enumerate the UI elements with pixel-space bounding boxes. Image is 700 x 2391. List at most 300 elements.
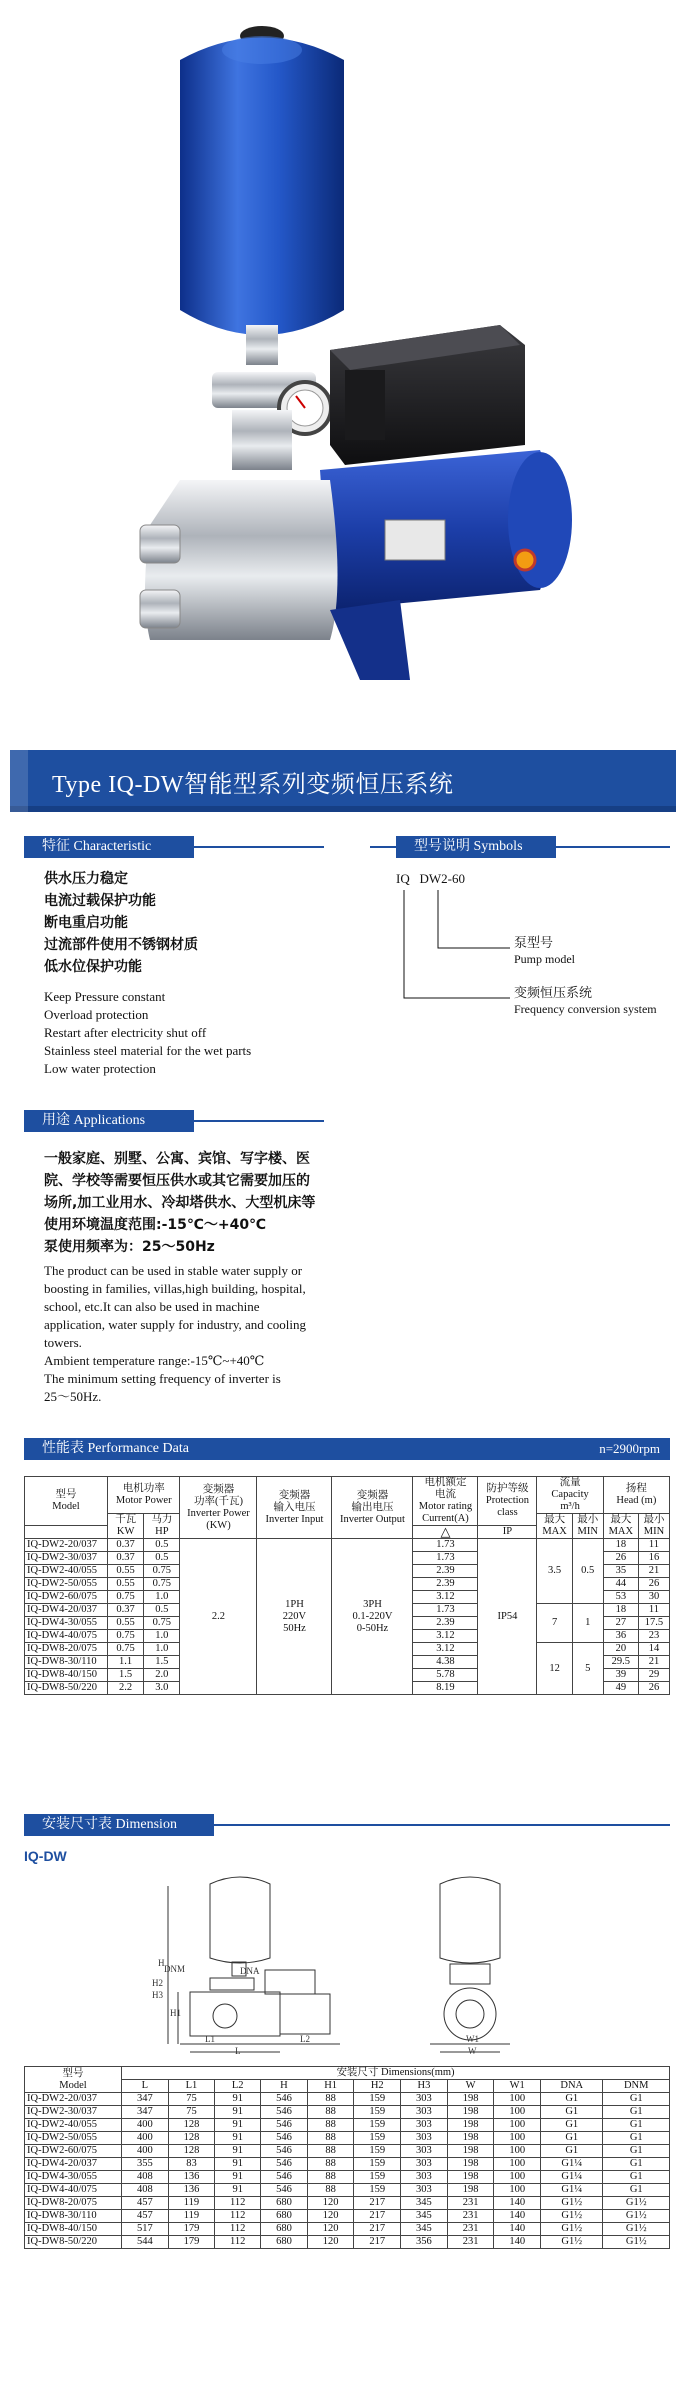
table-cell: G1½	[603, 2210, 670, 2223]
table-row	[25, 2210, 670, 2223]
table-cell: 3.12	[413, 1591, 478, 1604]
table-cell: 23	[638, 1630, 669, 1643]
table-cell: G1½	[603, 2197, 670, 2210]
table-cell: IQ-DW8-20/075	[25, 1643, 108, 1656]
table-cell: IQ-DW4-20/037	[25, 1604, 108, 1617]
table-row	[25, 2171, 670, 2184]
dim-label-w1: W1	[466, 2034, 479, 2044]
table-cell: 408	[122, 2171, 169, 2184]
table-cell: IQ-DW8-40/150	[25, 1669, 108, 1682]
table-cell: 0.5	[572, 1539, 603, 1604]
table-cell: 159	[354, 2145, 401, 2158]
column-header: L2	[215, 2080, 261, 2093]
col-capacity: 流量 Capacity m³/h	[537, 1477, 603, 1514]
dim-label-l2: L2	[300, 2034, 310, 2044]
table-cell: G1	[603, 2119, 670, 2132]
col-motor-power: 电机功率 Motor Power	[108, 1477, 180, 1514]
table-cell: 159	[354, 2106, 401, 2119]
section-heading: 型号说明 Symbols	[396, 836, 556, 858]
table-cell: 21	[638, 1656, 669, 1669]
table-cell: 1.0	[144, 1591, 180, 1604]
table-cell: 5.78	[413, 1669, 478, 1682]
table-row	[25, 2184, 670, 2197]
table-cell: 1.0	[144, 1630, 180, 1643]
column-header: DNM	[603, 2080, 670, 2093]
column-header: H2	[354, 2080, 401, 2093]
table-cell: 91	[215, 2119, 261, 2132]
table-cell: 0.55	[108, 1565, 144, 1578]
table-cell: 120	[307, 2236, 354, 2249]
table-cell: 128	[168, 2119, 215, 2132]
table-cell: 140	[494, 2236, 541, 2249]
table-cell: 546	[261, 2106, 308, 2119]
col-model: 型号 Model	[25, 2067, 122, 2093]
table-cell: G1½	[603, 2236, 670, 2249]
table-cell: 21	[638, 1565, 669, 1578]
table-cell: 217	[354, 2223, 401, 2236]
table-cell: 231	[447, 2236, 494, 2249]
speed-label: n=2900rpm	[599, 1441, 660, 1456]
table-cell: 2.0	[144, 1669, 180, 1682]
table-cell: 198	[447, 2093, 494, 2106]
col-dimensions: 安装尺寸 Dimensions(mm)	[122, 2067, 670, 2080]
table-cell: 100	[494, 2171, 541, 2184]
table-row	[25, 1539, 670, 1552]
table-cell: 11	[638, 1604, 669, 1617]
list-item: 低水位保护功能	[44, 959, 142, 975]
table-cell: 457	[122, 2197, 169, 2210]
column-header: L1	[168, 2080, 215, 2093]
col-kw: 千瓦 KW	[108, 1514, 144, 1539]
table-cell: IP54	[478, 1539, 537, 1695]
paragraph-line: 一般家庭、别墅、公寓、宾馆、写字楼、医	[44, 1151, 310, 1167]
list-item: 电流过载保护功能	[44, 893, 156, 909]
table-cell: G1½	[603, 2223, 670, 2236]
freq-system-label: 变频恒压系统 Frequency conversion system	[514, 986, 657, 1016]
list-item: Keep Pressure constant	[44, 989, 166, 1004]
table-cell: 88	[307, 2184, 354, 2197]
dim-label-h2: H2	[152, 1978, 163, 1988]
table-cell: 303	[401, 2106, 448, 2119]
column-header: H3	[401, 2080, 448, 2093]
table-cell: 680	[261, 2210, 308, 2223]
table-cell: 83	[168, 2158, 215, 2171]
table-cell: IQ-DW2-60/075	[25, 2145, 122, 2158]
table-cell: 91	[215, 2093, 261, 2106]
table-cell: 75	[168, 2093, 215, 2106]
table-cell: 100	[494, 2119, 541, 2132]
table-cell: 12	[537, 1643, 572, 1695]
table-cell: 2.2	[108, 1682, 144, 1695]
col-inverter-input: 变频器 输入电压 Inverter Input	[257, 1477, 332, 1539]
table-cell: 0.37	[108, 1604, 144, 1617]
table-cell: 88	[307, 2119, 354, 2132]
table-row	[25, 2119, 670, 2132]
table-cell: 198	[447, 2171, 494, 2184]
table-cell: 88	[307, 2145, 354, 2158]
col-head-min: 最小 MIN	[638, 1514, 669, 1539]
table-cell: IQ-DW8-30/110	[25, 1656, 108, 1669]
table-cell: 11	[638, 1539, 669, 1552]
paragraph-line: 院、学校等需要恒压供水或其它需要加压的	[44, 1173, 310, 1189]
table-cell: 408	[122, 2184, 169, 2197]
table-cell: IQ-DW2-30/037	[25, 2106, 122, 2119]
table-cell: 30	[638, 1591, 669, 1604]
table-cell: 14	[638, 1643, 669, 1656]
table-cell: 347	[122, 2093, 169, 2106]
col-inverter-output: 变频器 输出电压 Inverter Output	[332, 1477, 413, 1539]
list-item: Stainless steel material for the wet parts	[44, 1043, 252, 1058]
table-cell: 18	[603, 1539, 638, 1552]
table-cell: 49	[603, 1682, 638, 1695]
list-item: 过流部件使用不锈钢材质	[44, 937, 198, 953]
symbol-connector-lines	[396, 888, 516, 1018]
table-cell: 3.5	[537, 1539, 572, 1604]
table-cell: 91	[215, 2132, 261, 2145]
table-cell: 544	[122, 2236, 169, 2249]
table-cell: 36	[603, 1630, 638, 1643]
table-cell: 26	[638, 1682, 669, 1695]
dim-label-l1: L1	[205, 2034, 215, 2044]
table-cell: 303	[401, 2119, 448, 2132]
table-cell: 400	[122, 2132, 169, 2145]
table-cell: 100	[494, 2184, 541, 2197]
paragraph-line: school, etc.It can also be used in machine	[44, 1299, 260, 1314]
paragraph-line: 使用环境温度范围:-15℃～+40℃	[44, 1217, 267, 1233]
section-characteristic	[24, 836, 324, 858]
section-applications	[24, 1110, 324, 1132]
product-image	[0, 0, 700, 700]
table-cell: 303	[401, 2132, 448, 2145]
table-cell: 179	[168, 2223, 215, 2236]
table-cell: 128	[168, 2145, 215, 2158]
paragraph-line: Ambient temperature range:-15℃~+40℃	[44, 1353, 265, 1368]
table-cell: 18	[603, 1604, 638, 1617]
table-cell: IQ-DW2-50/055	[25, 1578, 108, 1591]
table-cell: 112	[215, 2197, 261, 2210]
section-symbols	[370, 836, 670, 858]
list-item: Restart after electricity shut off	[44, 1025, 207, 1040]
dim-label-h: H	[158, 1958, 165, 1968]
table-cell: 0.5	[144, 1539, 180, 1552]
table-cell: IQ-DW4-20/037	[25, 2158, 122, 2171]
pump-model-label: 泵型号 Pump model	[514, 936, 576, 966]
table-cell: 198	[447, 2145, 494, 2158]
table-cell: 546	[261, 2132, 308, 2145]
table-cell: 88	[307, 2106, 354, 2119]
table-row	[25, 2236, 670, 2249]
table-cell: 680	[261, 2197, 308, 2210]
table-cell: 198	[447, 2184, 494, 2197]
table-cell: G1¼	[541, 2184, 603, 2197]
table-cell: G1½	[541, 2236, 603, 2249]
table-cell: 91	[215, 2171, 261, 2184]
table-cell: 119	[168, 2197, 215, 2210]
model-code-prefix: IQ	[396, 871, 410, 886]
table-cell: 345	[401, 2223, 448, 2236]
table-cell: 546	[261, 2184, 308, 2197]
section-dimension	[24, 1814, 670, 1836]
table-cell: 356	[401, 2236, 448, 2249]
table-cell: 303	[401, 2093, 448, 2106]
table-cell: 120	[307, 2210, 354, 2223]
table-cell: 91	[215, 2184, 261, 2197]
table-cell: 1.73	[413, 1604, 478, 1617]
column-header: H	[261, 2080, 308, 2093]
table-cell: 120	[307, 2197, 354, 2210]
table-cell: 217	[354, 2236, 401, 2249]
section-heading: 用途 Applications	[24, 1110, 194, 1132]
table-cell: 140	[494, 2197, 541, 2210]
table-cell: 159	[354, 2158, 401, 2171]
table-cell: 345	[401, 2210, 448, 2223]
table-cell: G1½	[541, 2197, 603, 2210]
table-cell: 39	[603, 1669, 638, 1682]
table-cell: 20	[603, 1643, 638, 1656]
dimension-table	[24, 2066, 670, 2249]
characteristic-en-list	[44, 988, 344, 1078]
table-cell: 91	[215, 2145, 261, 2158]
table-cell: G1½	[541, 2210, 603, 2223]
col-protection: 防护等级 Protection class	[478, 1477, 537, 1526]
table-cell: G1¼	[541, 2171, 603, 2184]
table-cell: 88	[307, 2171, 354, 2184]
table-cell: IQ-DW8-30/110	[25, 2210, 122, 2223]
table-row	[25, 2132, 670, 2145]
table-cell: 17.5	[638, 1617, 669, 1630]
table-cell: IQ-DW4-40/075	[25, 1630, 108, 1643]
paragraph-line: 25～50Hz.	[44, 1389, 102, 1404]
list-item: 供水压力稳定	[44, 871, 128, 887]
table-cell: 303	[401, 2184, 448, 2197]
table-row	[25, 2158, 670, 2171]
col-head-max: 最大 MAX	[603, 1514, 638, 1539]
table-row	[25, 2197, 670, 2210]
table-row	[25, 2145, 670, 2158]
table-cell: 303	[401, 2171, 448, 2184]
table-cell: IQ-DW2-20/037	[25, 2093, 122, 2106]
table-cell: 217	[354, 2197, 401, 2210]
table-cell: 0.37	[108, 1552, 144, 1565]
table-cell: IQ-DW8-40/150	[25, 2223, 122, 2236]
table-cell: 100	[494, 2132, 541, 2145]
table-cell: 119	[168, 2210, 215, 2223]
col-hp: 马力 HP	[144, 1514, 180, 1539]
table-cell: 44	[603, 1578, 638, 1591]
table-cell: G1	[541, 2119, 603, 2132]
dim-label-l: L	[235, 2046, 241, 2056]
table-cell: G1	[603, 2171, 670, 2184]
table-cell: G1	[541, 2106, 603, 2119]
table-cell: 0.75	[144, 1617, 180, 1630]
table-cell: 546	[261, 2171, 308, 2184]
table-cell: 100	[494, 2093, 541, 2106]
table-cell: 3.0	[144, 1682, 180, 1695]
table-cell: 517	[122, 2223, 169, 2236]
table-cell: 303	[401, 2158, 448, 2171]
table-cell: 29	[638, 1669, 669, 1682]
table-cell: 198	[447, 2106, 494, 2119]
table-cell: 2.39	[413, 1565, 478, 1578]
table-cell: 198	[447, 2132, 494, 2145]
table-cell: G1	[603, 2093, 670, 2106]
table-cell: 75	[168, 2106, 215, 2119]
table-cell: 1	[572, 1604, 603, 1643]
column-header: H1	[307, 2080, 354, 2093]
table-cell: 112	[215, 2210, 261, 2223]
list-item: 断电重启功能	[44, 915, 128, 931]
table-cell: 355	[122, 2158, 169, 2171]
table-cell: 2.39	[413, 1578, 478, 1591]
paragraph-line: application, water supply for industry, and cooling	[44, 1317, 306, 1332]
table-cell: 1.1	[108, 1656, 144, 1669]
table-cell: 3.12	[413, 1643, 478, 1656]
model-code-model: DW2-60	[419, 871, 465, 886]
table-cell: 231	[447, 2210, 494, 2223]
table-cell: 0.75	[144, 1565, 180, 1578]
table-cell: 159	[354, 2132, 401, 2145]
table-cell: IQ-DW2-50/055	[25, 2132, 122, 2145]
table-cell: IQ-DW8-50/220	[25, 1682, 108, 1695]
table-cell: 179	[168, 2236, 215, 2249]
table-cell: 0.75	[108, 1643, 144, 1656]
table-cell: 546	[261, 2158, 308, 2171]
section-heading: 安装尺寸表 Dimension	[24, 1814, 214, 1836]
table-cell: 112	[215, 2236, 261, 2249]
table-cell: 26	[603, 1552, 638, 1565]
table-cell: 3.12	[413, 1630, 478, 1643]
table-cell: 88	[307, 2158, 354, 2171]
table-cell: 217	[354, 2210, 401, 2223]
table-cell: 159	[354, 2093, 401, 2106]
col-head: 扬程 Head (m)	[603, 1477, 669, 1514]
applications-en	[44, 1262, 364, 1406]
table-cell: 4.38	[413, 1656, 478, 1669]
table-cell: 88	[307, 2132, 354, 2145]
performance-header-bar	[24, 1438, 670, 1460]
table-cell: 546	[261, 2093, 308, 2106]
table-cell: 1PH 220V 50Hz	[257, 1539, 332, 1695]
paragraph-line: The product can be used in stable water supply or	[44, 1263, 303, 1278]
column-header: W1	[494, 2080, 541, 2093]
table-cell: 140	[494, 2210, 541, 2223]
performance-table: 型号 Model 电机功率 Motor Power 变频器 功率(千瓦) Inverter Power (KW) 变频器 输入电压 Inverter Input 变频器 输出电压 Inverter Output 电机额定 电流 Motor rating Current(A) 防护等级 Protection class 流量 Capacity m³/h 扬程 Head (m) 千瓦 KW 马力 HP 最大 MAX 最小 MIN 最大 MAX 最小 MIN △ IP IQ-DW2-20/037 0.37 0.5 2.2 1PH 220V 50Hz 3PH 0.1-220V 0-50Hz 1.73 IP54 3.5 0.5 18 11 IQ-DW2-30/037 0.37 0.5 1.73 26 16 IQ-DW2-40/055 0.55 0.75 2.39 35 21 IQ-DW2-50/055 0.55 0.75 2.39 44 26 IQ-DW2-60/075 0.75 1.0 3.12 53 30 IQ-DW4-20/037 0.37 0.5 1.73 7 1 18 11 IQ-DW4-30/055 0.55 0.75 2.39 27 17.5 IQ-DW4-40/075 0.75 1.0 3.12 36 23 IQ-DW8-20/075 0.75 1.0 3.12 12 5 20 14 IQ-DW8-30/110 1.1 1.5 4.38 29.5 21 IQ-DW8-40/150 1.5 2.0 5.78 39 29 IQ-DW8-50/220 2.2 3.0 8.19 49 26	[24, 1476, 670, 1695]
table-cell: 159	[354, 2119, 401, 2132]
table-cell: 400	[122, 2145, 169, 2158]
table-cell: 26	[638, 1578, 669, 1591]
table-cell: 0.75	[108, 1630, 144, 1643]
table-cell: IQ-DW2-40/055	[25, 2119, 122, 2132]
table-cell: G1	[603, 2184, 670, 2197]
table-cell: 2.39	[413, 1617, 478, 1630]
table-cell: 0.75	[144, 1578, 180, 1591]
table-cell: 136	[168, 2171, 215, 2184]
table-cell: IQ-DW4-30/055	[25, 2171, 122, 2184]
column-header: W	[447, 2080, 494, 2093]
table-cell: 1.73	[413, 1552, 478, 1565]
table-cell: 198	[447, 2119, 494, 2132]
col-model: 型号 Model	[25, 1477, 108, 1526]
table-cell: G1	[541, 2093, 603, 2106]
table-cell: 112	[215, 2223, 261, 2236]
title-banner	[10, 750, 676, 812]
dimension-model-label: IQ-DW	[24, 1848, 67, 1864]
table-cell: 7	[537, 1604, 572, 1643]
table-cell: G1½	[541, 2223, 603, 2236]
table-cell: 0.5	[144, 1604, 180, 1617]
table-cell: 53	[603, 1591, 638, 1604]
applications-cn	[44, 1148, 364, 1258]
table-cell: 27	[603, 1617, 638, 1630]
dim-label-h3: H3	[152, 1990, 163, 2000]
table-cell: 400	[122, 2119, 169, 2132]
table-cell: G1	[603, 2158, 670, 2171]
table-cell: G1	[603, 2106, 670, 2119]
table-row	[25, 2223, 670, 2236]
table-cell: IQ-DW2-20/037	[25, 1539, 108, 1552]
table-cell: 231	[447, 2197, 494, 2210]
table-cell: 1.5	[108, 1669, 144, 1682]
table-cell: 0.37	[108, 1539, 144, 1552]
table-cell: 546	[261, 2119, 308, 2132]
table-cell: 0.55	[108, 1578, 144, 1591]
table-cell: G1	[541, 2145, 603, 2158]
table-cell: 0.55	[108, 1617, 144, 1630]
table-cell: 0.5	[144, 1552, 180, 1565]
table-cell: 198	[447, 2158, 494, 2171]
table-cell: 1.0	[144, 1643, 180, 1656]
table-cell: 128	[168, 2132, 215, 2145]
section-heading: 特征 Characteristic	[24, 836, 194, 858]
model-code	[396, 870, 465, 888]
table-cell: 680	[261, 2223, 308, 2236]
table-cell: 159	[354, 2184, 401, 2197]
table-cell: IQ-DW2-40/055	[25, 1565, 108, 1578]
table-cell: 2.2	[180, 1539, 257, 1695]
table-cell: 8.19	[413, 1682, 478, 1695]
table-cell: 345	[401, 2197, 448, 2210]
table-cell: 91	[215, 2158, 261, 2171]
table-cell: 140	[494, 2223, 541, 2236]
table-cell: 100	[494, 2145, 541, 2158]
table-cell: 100	[494, 2158, 541, 2171]
dim-label-h1: H1	[170, 2008, 181, 2018]
table-cell: 3PH 0.1-220V 0-50Hz	[332, 1539, 413, 1695]
table-cell: G1¼	[541, 2158, 603, 2171]
dim-label-dnm: DNM	[164, 1964, 186, 1974]
table-cell: 1.5	[144, 1656, 180, 1669]
table-cell: IQ-DW2-60/075	[25, 1591, 108, 1604]
table-cell: 100	[494, 2106, 541, 2119]
dimension-drawing	[150, 1866, 610, 2056]
dim-label-w: W	[468, 2046, 477, 2056]
table-cell: 303	[401, 2145, 448, 2158]
column-header: L	[122, 2080, 169, 2093]
table-cell: IQ-DW2-30/037	[25, 1552, 108, 1565]
table-cell: 136	[168, 2184, 215, 2197]
table-cell: 546	[261, 2145, 308, 2158]
table-cell: G1	[603, 2132, 670, 2145]
table-cell: IQ-DW8-50/220	[25, 2236, 122, 2249]
table-cell: 16	[638, 1552, 669, 1565]
table-cell: 5	[572, 1643, 603, 1695]
table-cell: 120	[307, 2223, 354, 2236]
paragraph-line: The minimum setting frequency of inverter is	[44, 1371, 281, 1386]
table-cell: 680	[261, 2236, 308, 2249]
table-cell: 231	[447, 2223, 494, 2236]
table-cell: 88	[307, 2093, 354, 2106]
table-cell: 29.5	[603, 1656, 638, 1669]
